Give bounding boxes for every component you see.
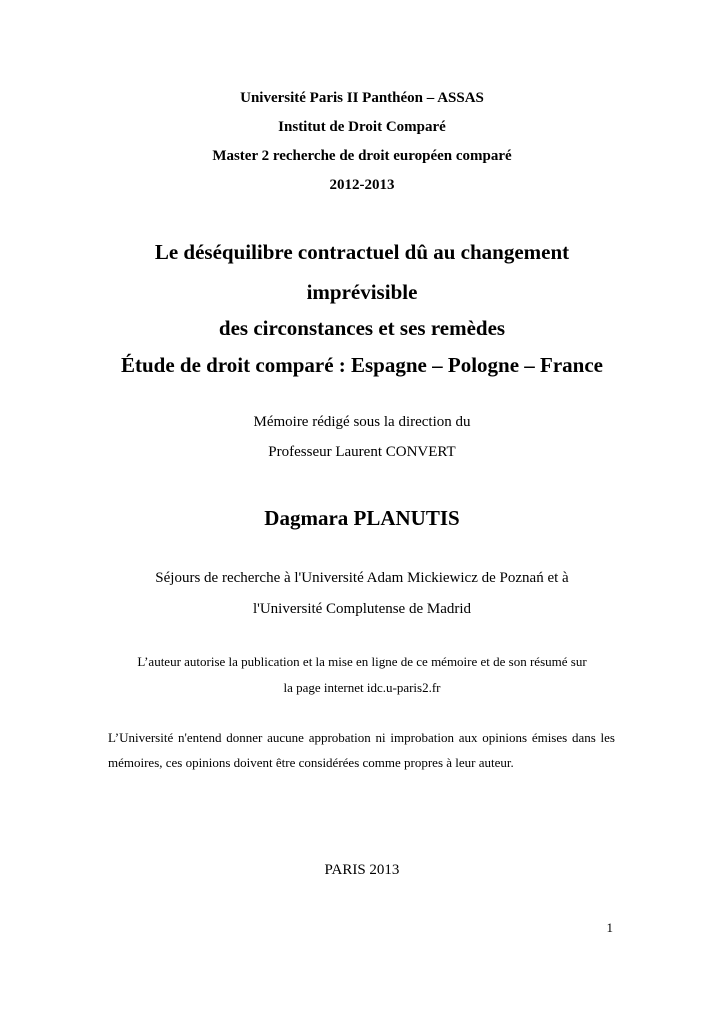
- publication-notice-line-1: L’auteur autorise la publication et la mise en ligne de ce mémoire et de son résumé sur: [137, 654, 587, 669]
- header-institute: Institut de Droit Comparé: [278, 119, 446, 135]
- header-program: Master 2 recherche de droit européen comparé: [212, 148, 512, 164]
- thesis-title-line-2: imprévisible: [306, 280, 418, 304]
- thesis-title-line-1: Le déséquilibre contractuel dû au changement: [154, 240, 570, 264]
- thesis-title-line-3: des circonstances et ses remèdes: [218, 316, 506, 340]
- publication-notice-line-2: la page internet idc.u-paris2.fr: [283, 680, 441, 695]
- thesis-subtitle: Étude de droit comparé : Espagne – Pologne – France: [121, 353, 603, 377]
- author-name: Dagmara PLANUTIS: [264, 506, 460, 530]
- supervision-line-1: Mémoire rédigé sous la direction du: [253, 414, 471, 430]
- page-number: 1: [606, 920, 613, 935]
- disclaimer-paragraph: L’Université n'entend donner aucune approbation ni improbation aux opinions émises dans les mémoires, ces opinions doivent être considérées comme propres à leur auteur.: [108, 730, 615, 770]
- research-stays-line-2: l'Université Complutense de Madrid: [252, 601, 472, 617]
- research-stays-line-1: Séjours de recherche à l'Université Adam Mickiewicz de Poznań et à: [155, 570, 569, 586]
- header-university: Université Paris II Panthéon – ASSAS: [240, 90, 484, 106]
- place-date: PARIS 2013: [324, 862, 400, 878]
- header-years: 2012-2013: [329, 177, 395, 193]
- supervision-line-2: Professeur Laurent CONVERT: [268, 444, 456, 460]
